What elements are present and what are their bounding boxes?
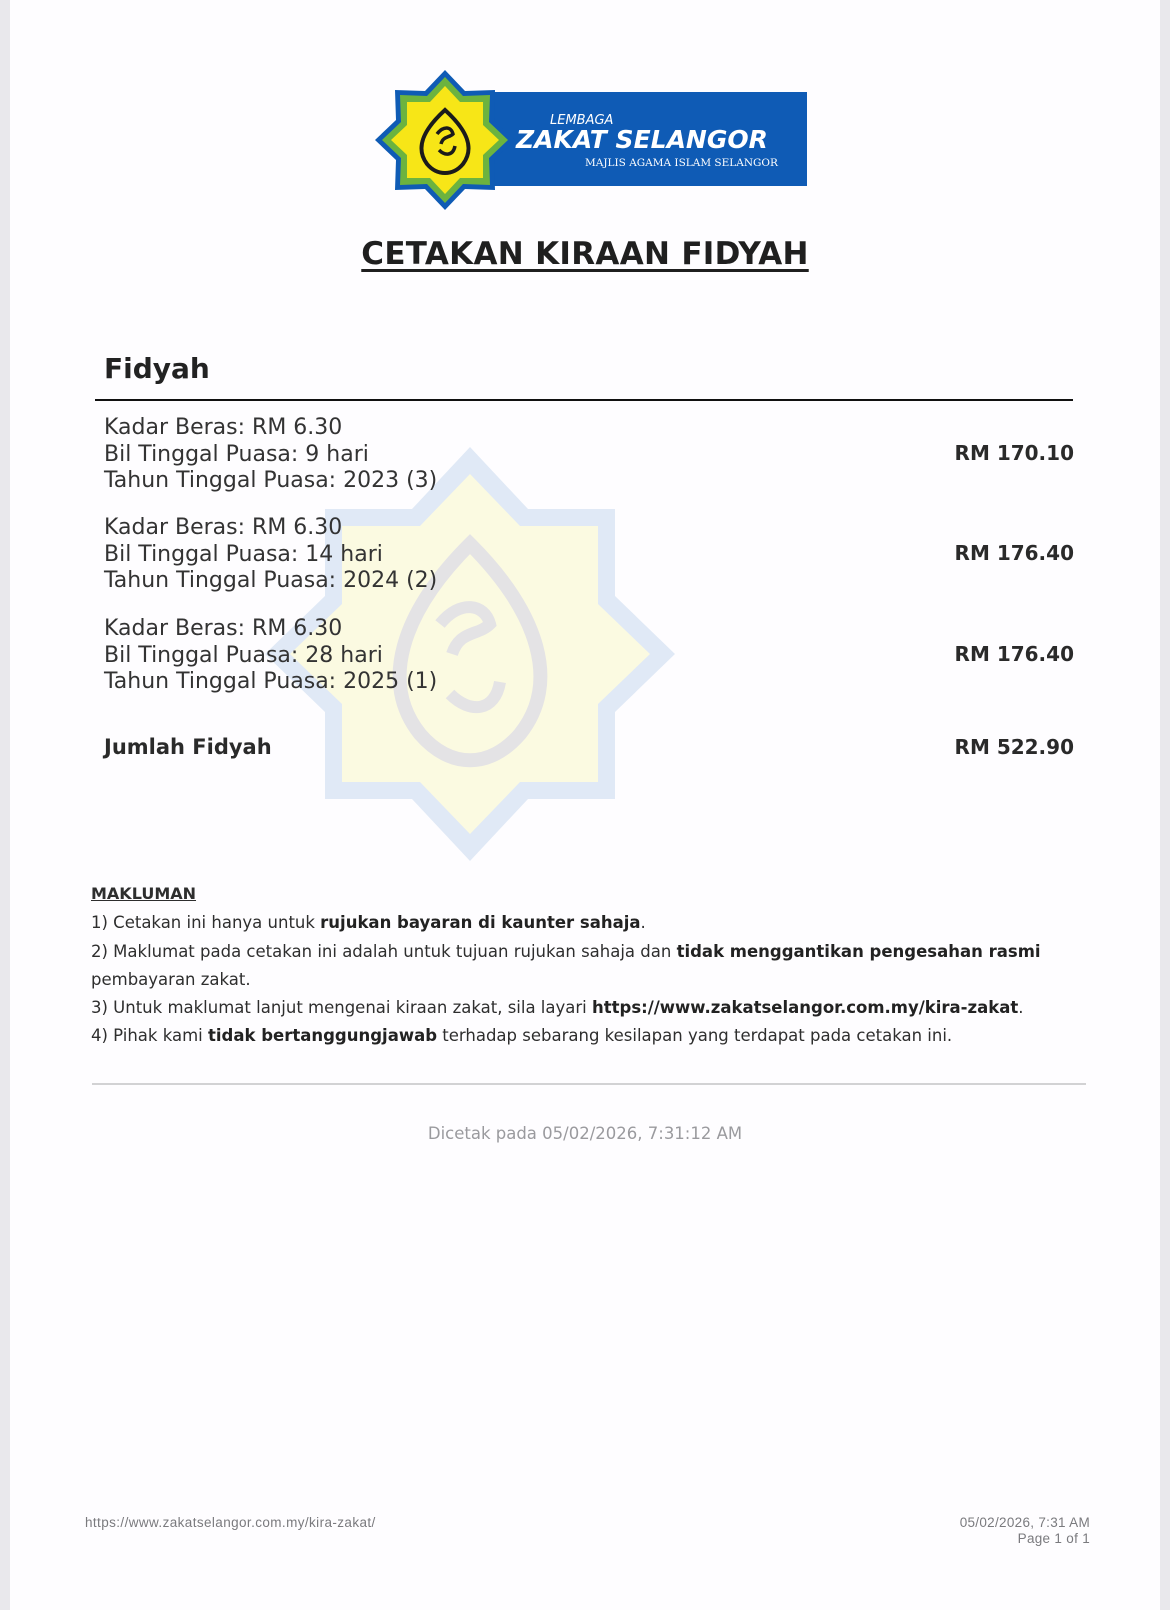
total-label: Jumlah Fidyah <box>104 735 272 759</box>
printed-timestamp: Dicetak pada 05/02/2026, 7:31:12 AM <box>427 1124 743 1143</box>
notes-title: MAKLUMAN <box>91 884 197 903</box>
tahun-tinggal-puasa: Tahun Tinggal Puasa: 2024 (2) <box>104 568 438 593</box>
fidyah-row <box>104 415 1074 495</box>
row-amount: RM 176.40 <box>954 541 1074 565</box>
zakat-selangor-logo <box>373 70 809 212</box>
fidyah-row-details <box>104 515 437 595</box>
kadar-beras: Kadar Beras: RM 6.30 <box>104 616 343 641</box>
tahun-tinggal-puasa: Tahun Tinggal Puasa: 2025 (1) <box>104 669 438 694</box>
print-footer-url: https://www.zakatselangor.com.my/kira-zakat/ <box>85 1515 376 1530</box>
note-item: 3) Untuk maklumat lanjut mengenai kiraan zakat, sila layari https://www.zakatselangor.com.my/kira-zakat. <box>91 998 1024 1018</box>
note-item: 4) Pihak kami tidak bertanggungjawab terhadap sebarang kesilapan yang terdapat pada cetakan ini. <box>91 1026 953 1046</box>
note-item: 1) Cetakan ini hanya untuk rujukan bayaran di kaunter sahaja. <box>91 913 646 933</box>
bil-tinggal-puasa: Bil Tinggal Puasa: 28 hari <box>104 642 383 668</box>
row-amount: RM 170.10 <box>954 441 1074 465</box>
fidyah-row-details <box>104 415 437 495</box>
page-title: CETAKAN KIRAAN FIDYAH <box>361 236 809 272</box>
total-amount: RM 522.90 <box>954 735 1074 759</box>
svg-text:ZAKAT SELANGOR: ZAKAT SELANGOR <box>516 125 768 154</box>
fidyah-row-details <box>104 616 437 696</box>
kira-zakat-link[interactable]: https://www.zakatselangor.com.my/kira-zakat <box>592 998 1019 1018</box>
bil-tinggal-puasa: Bil Tinggal Puasa: 14 hari <box>104 541 383 567</box>
kadar-beras: Kadar Beras: RM 6.30 <box>104 415 343 440</box>
bil-tinggal-puasa: Bil Tinggal Puasa: 9 hari <box>104 441 369 467</box>
section-heading-fidyah: Fidyah <box>104 352 210 385</box>
svg-text:LEMBAGA: LEMBAGA <box>550 113 614 128</box>
print-footer-meta <box>960 1515 1090 1547</box>
printed-page <box>10 0 1160 1610</box>
print-footer-page: Page 1 of 1 <box>1017 1531 1090 1546</box>
note-item: 2) Maklumat pada cetakan ini adalah untuk tujuan rujukan sahaja dan tidak menggantikan pengesahan rasmi pembayaran zakat. <box>91 941 1041 989</box>
footer-separator <box>92 1083 1086 1085</box>
tahun-tinggal-puasa: Tahun Tinggal Puasa: 2023 (3) <box>104 468 438 493</box>
kadar-beras: Kadar Beras: RM 6.30 <box>104 515 343 540</box>
section-divider <box>95 399 1073 401</box>
fidyah-row <box>104 616 1074 696</box>
total-row <box>104 735 1074 765</box>
row-amount: RM 176.40 <box>954 642 1074 666</box>
print-footer-datetime: 05/02/2026, 7:31 AM <box>959 1515 1090 1530</box>
svg-text:MAJLIS AGAMA ISLAM SELANGOR: MAJLIS AGAMA ISLAM SELANGOR <box>585 157 778 169</box>
makluman-notes <box>91 880 1081 1051</box>
fidyah-row <box>104 515 1074 595</box>
